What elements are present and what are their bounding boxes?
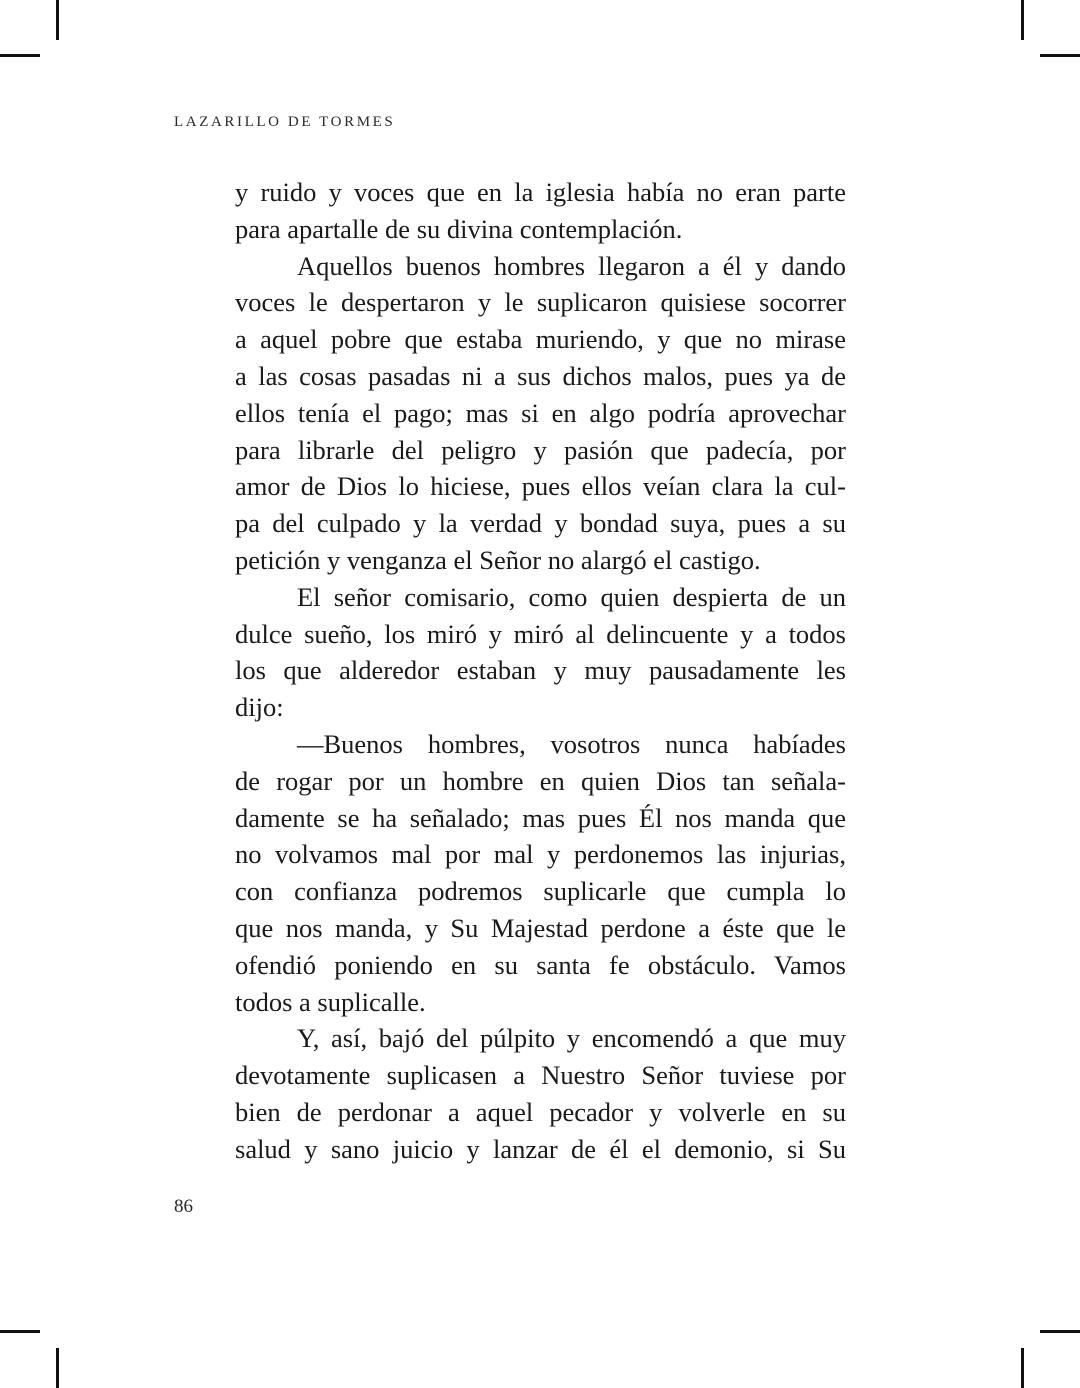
running-head: LAZARILLO DE TORMES: [174, 114, 396, 130]
text-line: no volvamos mal por mal y perdonemos las injurias,: [235, 839, 846, 870]
body-text: [235, 174, 846, 1168]
text-line: para apartalle de su divina contemplación.: [235, 213, 683, 244]
text-line: salud y sano juicio y lanzar de él el demonio, si Su: [235, 1133, 846, 1164]
text-line: ellos tenía el pago; mas si en algo podría aprovechar: [235, 397, 846, 428]
text-line: todos a suplicalle.: [235, 986, 426, 1017]
crop-mark-bottom-left-horizontal: [0, 1330, 40, 1333]
crop-mark-bottom-left-vertical: [56, 1348, 59, 1388]
text-line: devotamente suplicasen a Nuestro Señor tuviese por: [235, 1060, 846, 1091]
text-line: Y, así, bajó del púlpito y encomendó a que muy: [297, 1023, 846, 1054]
text-line: pa del culpado y la verdad y bondad suya, pues a su: [235, 508, 846, 539]
crop-mark-top-right-horizontal: [1040, 54, 1080, 57]
text-line: El señor comisario, como quien despierta de un: [297, 581, 846, 612]
text-line: petición y venganza el Señor no alargó el castigo.: [235, 544, 761, 575]
text-line: Aquellos buenos hombres llegaron a él y dando: [297, 250, 846, 281]
crop-mark-bottom-right-horizontal: [1040, 1330, 1080, 1333]
text-line: con confianza podremos suplicarle que cumpla lo: [235, 876, 846, 907]
text-line: damente se ha señalado; mas pues Él nos manda que: [235, 802, 846, 833]
text-line: a aquel pobre que estaba muriendo, y que no mirase: [235, 324, 846, 355]
text-line: bien de perdonar a aquel pecador y volverle en su: [235, 1096, 846, 1127]
text-line: voces le despertaron y le suplicaron quisiese socorrer: [235, 287, 846, 318]
text-line: los que alderedor estaban y muy pausadamente les: [235, 655, 846, 686]
text-line: dijo:: [235, 692, 284, 723]
crop-mark-top-right-vertical: [1021, 0, 1024, 40]
crop-mark-top-left-vertical: [56, 0, 59, 40]
text-line: para librarle del peligro y pasión que padecía, por: [235, 434, 846, 465]
crop-mark-bottom-right-vertical: [1021, 1348, 1024, 1388]
text-line: dulce sueño, los miró y miró al delincuente y a todos: [235, 618, 846, 649]
text-line: ofendió poniendo en su santa fe obstáculo. Vamos: [235, 949, 846, 980]
text-line: que nos manda, y Su Majestad perdone a éste que le: [235, 912, 846, 943]
text-line: —Buenos hombres, vosotros nunca habíades: [297, 728, 846, 759]
text-line: y ruido y voces que en la iglesia había no eran parte: [235, 177, 846, 207]
page-number: 86: [174, 1196, 193, 1217]
text-line: de rogar por un hombre en quien Dios tan señala-: [235, 765, 846, 796]
text-line: a las cosas pasadas ni a sus dichos malos, pues ya de: [235, 360, 846, 391]
crop-mark-top-left-horizontal: [0, 54, 40, 57]
text-line: amor de Dios lo hiciese, pues ellos veían clara la cul-: [235, 471, 846, 502]
